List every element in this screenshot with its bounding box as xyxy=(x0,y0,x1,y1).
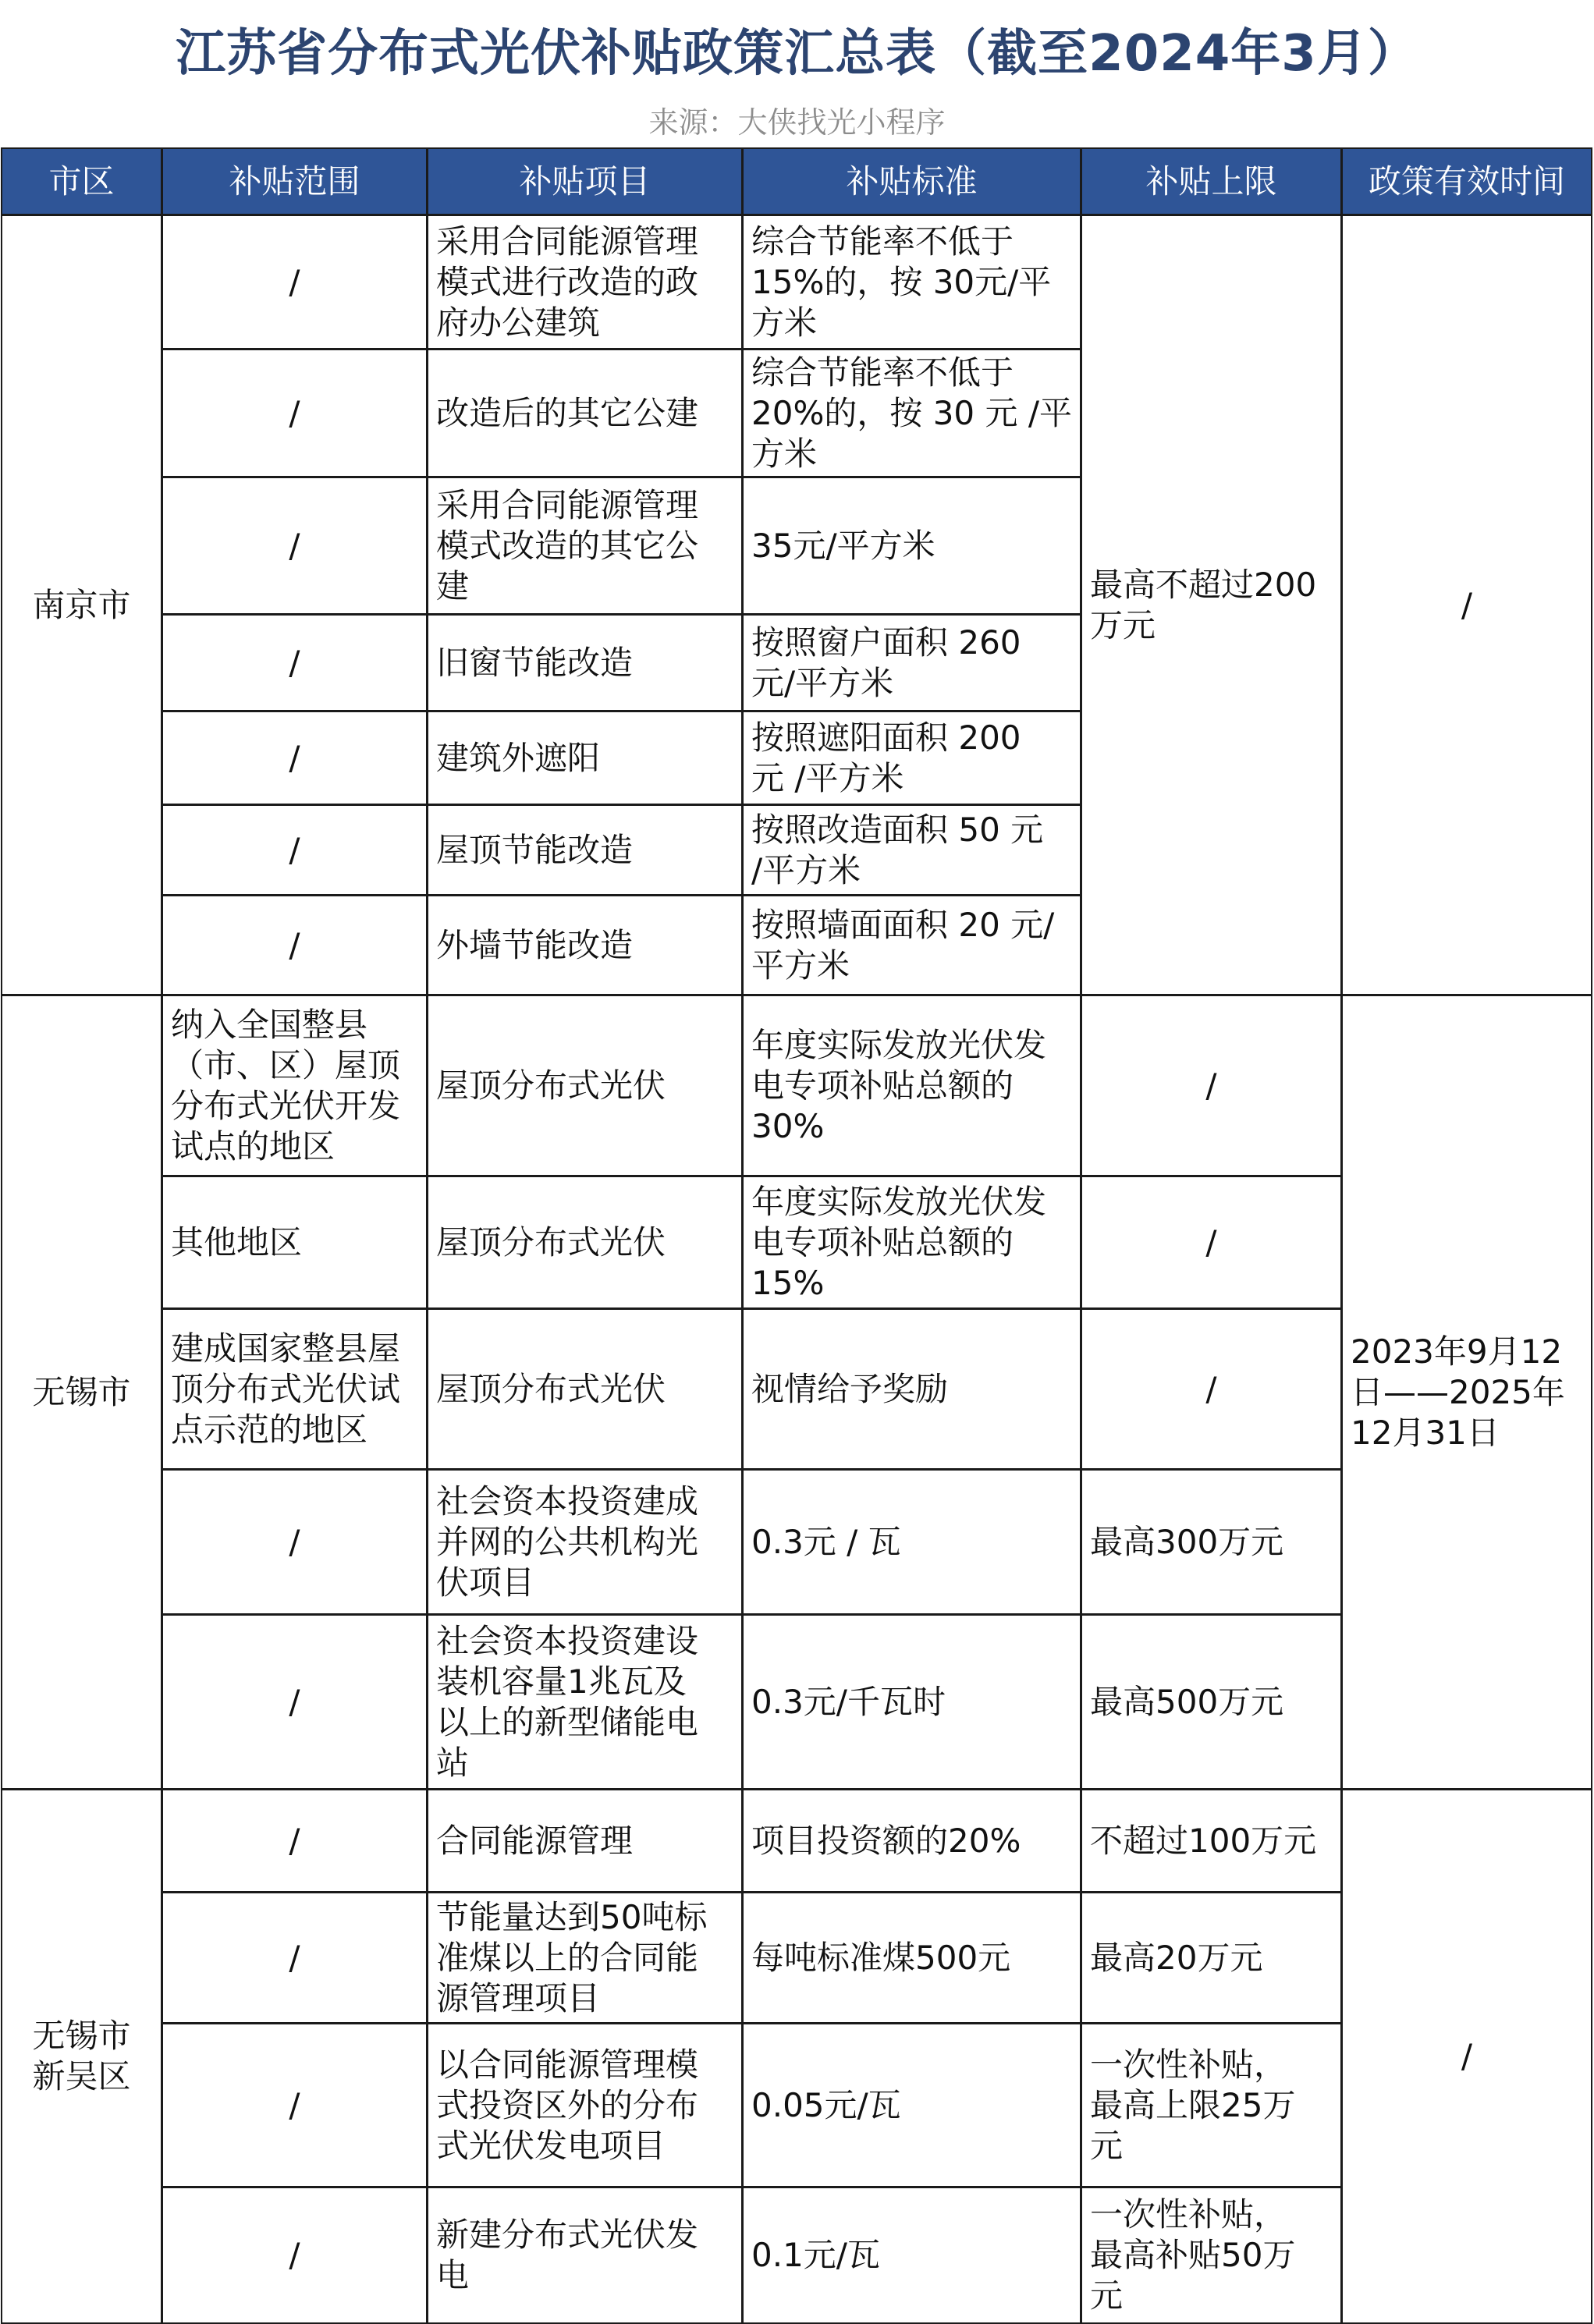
standard-cell xyxy=(742,2023,1081,2187)
item-cell xyxy=(427,215,743,349)
standard-cell xyxy=(742,1308,1081,1470)
scope-cell xyxy=(162,2023,428,2187)
scope-cell xyxy=(162,1469,428,1615)
valid-time-cell xyxy=(1341,1789,1592,2324)
standard-cell xyxy=(742,477,1081,615)
scope-cell-text: 其他地区 xyxy=(171,1222,303,1261)
item-cell xyxy=(427,1789,743,1893)
standard-cell xyxy=(742,1892,1081,2024)
valid-time-cell-text: / xyxy=(1461,2037,1473,2075)
item-cell-text: 外墙节能改造 xyxy=(436,925,634,964)
city-cell xyxy=(1,995,162,1790)
limit-cell xyxy=(1081,1469,1342,1615)
standard-cell-text: 年度实际发放光伏发 电专项补贴总额的 15% xyxy=(751,1182,1047,1302)
standard-cell-text: 按照改造面积 50 元 /平方米 xyxy=(751,810,1044,889)
standard-cell-text: 0.3元/千瓦时 xyxy=(751,1682,946,1721)
valid-time-cell-text: / xyxy=(1461,585,1473,624)
item-cell-text: 采用合同能源管理 模式改造的其它公 建 xyxy=(436,485,699,605)
item-cell xyxy=(427,2187,743,2324)
scope-cell xyxy=(162,1789,428,1893)
scope-cell-text: 纳入全国整县 （市、区）屋顶 分布式光伏开发 试点的地区 xyxy=(171,1005,401,1166)
limit-cell-text: 最高500万元 xyxy=(1090,1682,1284,1721)
scope-cell xyxy=(162,614,428,711)
standard-cell-text: 每吨标准煤500元 xyxy=(751,1938,1011,1977)
standard-cell-text: 35元/平方米 xyxy=(751,526,935,565)
scope-cell-text: / xyxy=(289,738,300,777)
standard-cell-text: 综合节能率不低于 15%的，按 30元/平 方米 xyxy=(751,222,1052,342)
standard-cell xyxy=(742,349,1081,477)
standard-cell-text: 视情给予奖励 xyxy=(751,1369,949,1408)
standard-cell-text: 0.3元 / 瓦 xyxy=(751,1522,901,1561)
limit-cell-text: 一次性补贴， 最高补贴50万 元 xyxy=(1090,2195,1296,2315)
item-cell xyxy=(427,804,743,896)
column-header xyxy=(162,147,428,215)
limit-cell-text: / xyxy=(1205,1369,1217,1408)
standard-cell xyxy=(742,995,1081,1176)
limit-cell-text: 最高300万元 xyxy=(1090,1522,1284,1561)
item-cell-text: 屋顶分布式光伏 xyxy=(436,1369,666,1408)
limit-cell xyxy=(1081,2187,1342,2324)
subsidy-table xyxy=(0,148,1594,2324)
limit-cell xyxy=(1081,995,1342,1176)
item-cell-text: 社会资本投资建成 并网的公共机构光 伏项目 xyxy=(436,1481,699,1602)
valid-time-cell xyxy=(1341,995,1592,1790)
scope-cell-text: / xyxy=(289,643,300,682)
item-cell-text: 以合同能源管理模 式投资区外的分布 式光伏发电项目 xyxy=(436,2045,699,2165)
standard-cell xyxy=(742,804,1081,896)
item-cell-text: 屋顶分布式光伏 xyxy=(436,1222,666,1261)
scope-cell xyxy=(162,804,428,896)
standard-cell-text: 按照墙面面积 20 元/ 平方米 xyxy=(751,905,1055,985)
limit-cell-text: 不超过100万元 xyxy=(1090,1821,1317,1860)
column-header xyxy=(1341,147,1592,215)
column-header-text: 补贴标准 xyxy=(846,161,978,200)
scope-cell-text: / xyxy=(289,2085,300,2124)
scope-cell-text: / xyxy=(289,1821,300,1860)
standard-cell-text: 项目投资额的20% xyxy=(751,1821,1021,1860)
column-header-text: 补贴范围 xyxy=(229,161,360,200)
item-cell-text: 新建分布式光伏发 电 xyxy=(436,2216,699,2294)
item-cell xyxy=(427,1892,743,2024)
scope-cell-text: / xyxy=(289,262,300,301)
source-note: 来源：大侠找光小程序 xyxy=(648,105,946,140)
limit-cell xyxy=(1081,1614,1342,1790)
city-cell xyxy=(1,215,162,995)
item-cell xyxy=(427,1308,743,1470)
limit-cell-text: 最高20万元 xyxy=(1090,1938,1263,1977)
item-cell-text: 屋顶分布式光伏 xyxy=(436,1066,666,1105)
item-cell-text: 合同能源管理 xyxy=(436,1821,634,1860)
item-cell xyxy=(427,477,743,615)
standard-cell xyxy=(742,614,1081,711)
scope-cell xyxy=(162,1614,428,1790)
standard-cell xyxy=(742,2187,1081,2324)
scope-cell-text: 建成国家整县屋 顶分布式光伏试 点示范的地区 xyxy=(171,1329,401,1449)
column-header-text: 补贴上限 xyxy=(1145,161,1277,200)
column-header xyxy=(742,147,1081,215)
limit-cell xyxy=(1081,1308,1342,1470)
column-header-text: 政策有效时间 xyxy=(1368,161,1565,200)
standard-cell-text: 0.05元/瓦 xyxy=(751,2085,901,2124)
standard-cell xyxy=(742,1176,1081,1309)
scope-cell-text: / xyxy=(289,526,300,565)
item-cell-text: 采用合同能源管理 模式进行改造的政 府办公建筑 xyxy=(436,222,699,342)
item-cell xyxy=(427,895,743,995)
item-cell-text: 社会资本投资建设 装机容量1兆瓦及 以上的新型储能电 站 xyxy=(436,1621,699,1782)
item-cell xyxy=(427,614,743,711)
scope-cell-text: / xyxy=(289,393,300,432)
standard-cell-text: 0.1元/瓦 xyxy=(751,2236,880,2274)
limit-cell-text: 最高不超过200 万元 xyxy=(1090,565,1317,644)
column-header-text: 补贴项目 xyxy=(519,161,651,200)
item-cell-text: 建筑外遮阳 xyxy=(436,738,601,777)
scope-cell-text: / xyxy=(289,830,300,869)
scope-cell xyxy=(162,895,428,995)
city-cell-text: 南京市 xyxy=(32,585,131,624)
item-cell xyxy=(427,1176,743,1309)
scope-cell-text: / xyxy=(289,2236,300,2274)
standard-cell xyxy=(742,1789,1081,1893)
limit-cell xyxy=(1081,215,1342,995)
scope-cell xyxy=(162,2187,428,2324)
column-header xyxy=(1081,147,1342,215)
item-cell xyxy=(427,1469,743,1615)
city-cell-text: 无锡市 xyxy=(32,1372,131,1411)
standard-cell xyxy=(742,711,1081,805)
item-cell-text: 屋顶节能改造 xyxy=(436,830,634,869)
column-header xyxy=(427,147,743,215)
scope-cell-text: / xyxy=(289,1682,300,1721)
scope-cell-text: / xyxy=(289,1938,300,1977)
scope-cell xyxy=(162,215,428,349)
city-cell-text: 无锡市 新吴区 xyxy=(32,2017,131,2095)
scope-cell xyxy=(162,1176,428,1309)
item-cell xyxy=(427,1614,743,1790)
city-cell xyxy=(1,1789,162,2324)
standard-cell xyxy=(742,1614,1081,1790)
item-cell xyxy=(427,2023,743,2187)
valid-time-cell-text: 2023年9月12 日——2025年 12月31日 xyxy=(1351,1332,1565,1452)
standard-cell-text: 年度实际发放光伏发 电专项补贴总额的 30% xyxy=(751,1025,1047,1145)
limit-cell-text: / xyxy=(1205,1066,1217,1105)
item-cell xyxy=(427,995,743,1176)
limit-cell xyxy=(1081,1789,1342,1893)
scope-cell-text: / xyxy=(289,925,300,964)
standard-cell xyxy=(742,1469,1081,1615)
scope-cell xyxy=(162,995,428,1176)
scope-cell xyxy=(162,1308,428,1470)
limit-cell xyxy=(1081,2023,1342,2187)
standard-cell-text: 综合节能率不低于 20%的，按 30 元 /平 方米 xyxy=(751,353,1072,473)
item-cell xyxy=(427,349,743,477)
standard-cell-text: 按照遮阳面积 200 元 /平方米 xyxy=(751,718,1021,797)
limit-cell-text: 一次性补贴， 最高上限25万 元 xyxy=(1090,2045,1296,2165)
column-header xyxy=(1,147,162,215)
item-cell-text: 旧窗节能改造 xyxy=(436,643,634,682)
item-cell xyxy=(427,711,743,805)
standard-cell xyxy=(742,215,1081,349)
scope-cell xyxy=(162,349,428,477)
column-header-text: 市区 xyxy=(48,161,115,200)
valid-time-cell xyxy=(1341,215,1592,995)
standard-cell-text: 按照窗户面积 260 元/平方米 xyxy=(751,623,1021,702)
page-title: 江苏省分布式光伏补贴政策汇总表（截至2024年3月） xyxy=(176,25,1418,83)
limit-cell-text: / xyxy=(1205,1222,1217,1261)
item-cell-text: 改造后的其它公建 xyxy=(436,393,699,432)
scope-cell xyxy=(162,1892,428,2024)
limit-cell xyxy=(1081,1892,1342,2024)
scope-cell xyxy=(162,477,428,615)
scope-cell xyxy=(162,711,428,805)
standard-cell xyxy=(742,895,1081,995)
limit-cell xyxy=(1081,1176,1342,1309)
scope-cell-text: / xyxy=(289,1522,300,1561)
item-cell-text: 节能量达到50吨标 准煤以上的合同能 源管理项目 xyxy=(436,1897,708,2017)
